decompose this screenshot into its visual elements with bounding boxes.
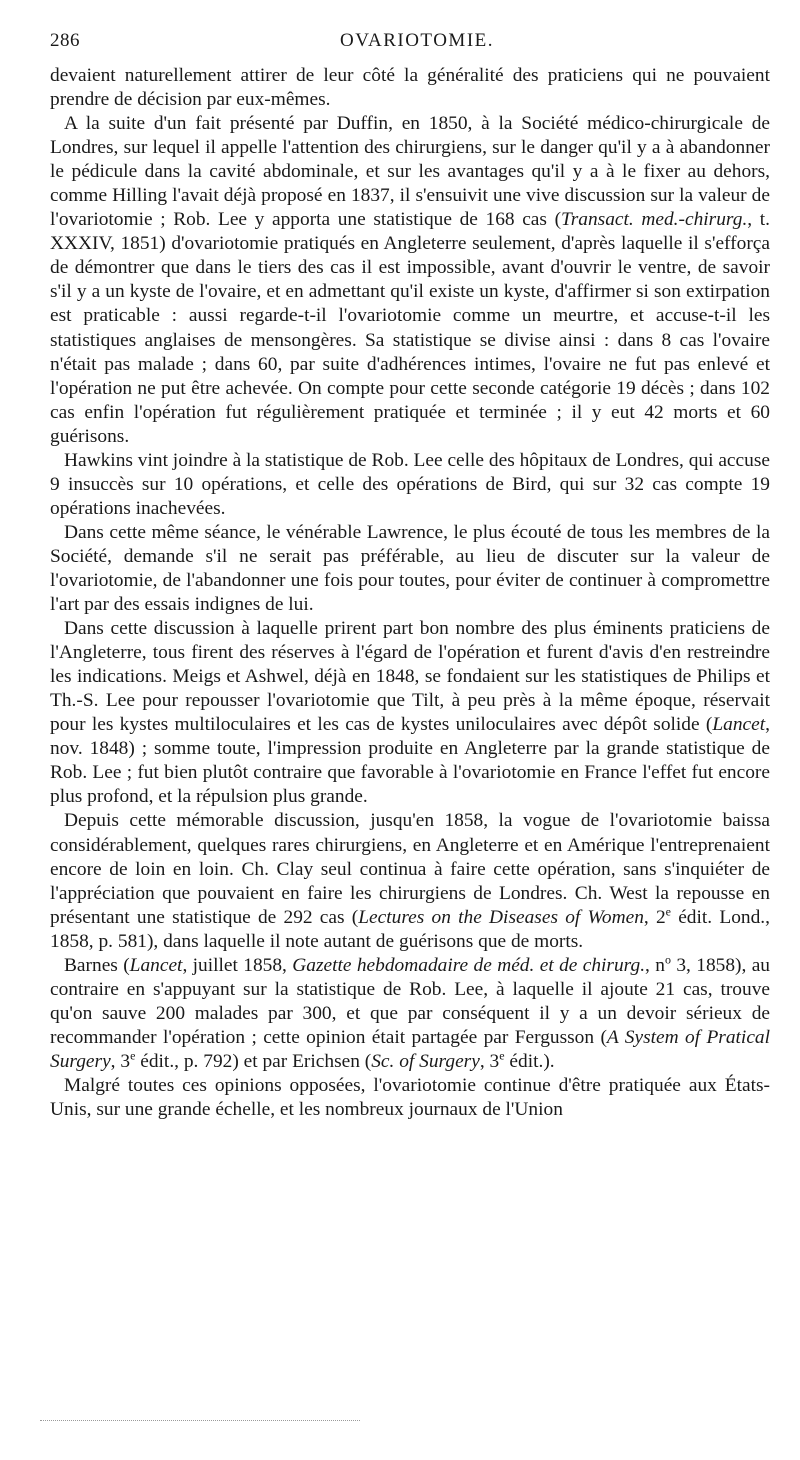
text-run: édit.).: [504, 1050, 555, 1072]
paragraph: [50, 521, 770, 617]
text-run: , juillet 1858,: [182, 954, 293, 976]
text-run: , n: [645, 954, 665, 976]
text-run: , 3: [110, 1050, 131, 1072]
italic-citation: Lectures on the Diseases of Women: [358, 906, 644, 928]
paragraph: [50, 1074, 770, 1122]
paragraph: [50, 64, 770, 112]
italic-citation: Lancet: [129, 954, 183, 976]
text-run: Depuis cette mémorable discussion, jusqu'en 1858, la vogue de l'ovariotomie baissa considérablement, quelques rares chirurgiens, en Angleterre et en Amérique l'entreprenaient encore de loin en loin. Ch. Clay seul continua à faire cette opération, sans s'inquiéter de l'appréciation que pouvaient en faire les chirurgiens de Londres. Ch. West la repousse en présentant une statistique de 292 cas (: [50, 810, 770, 928]
text-run: devaient naturellement attirer de leur côté la généralité des praticiens qui ne pouvaient prendre de décision par eux-mêmes.: [50, 65, 770, 111]
superscript: e: [130, 1048, 136, 1063]
text-run: 3, 1858), au contraire en s'appuyant sur la statistique de Rob. Lee, à laquelle il ajoute 21 cas, trouve qu'on sauve 200 malades par 300, et que par conséquent il y a un devoir sérieux de recommander l'opération ; cette opinion était partagée par Fergusson (: [50, 954, 770, 1048]
italic-citation: Gazette hebdomadaire de méd. et de chirurg.: [292, 954, 646, 976]
running-head: [50, 30, 765, 58]
paragraph: [50, 617, 770, 809]
paragraph: [50, 449, 770, 521]
text-run: Dans cette discussion à laquelle prirent part bon nombre des plus éminents praticiens de l'Angleterre, tous firent des réserves à l'égard de l'opération et furent d'avis d'en restreindre les indications. Meigs et Ashwel, déjà en 1848, se fondaient sur les statistiques de Philips et Th.-S. Lee pour repousser l'ovariotomie que Tilt, à peu près à la même époque, réservait pour les kystes multiloculaires et les cas de kystes uniloculaires avec dépôt solide (: [50, 618, 770, 736]
superscript: e: [665, 904, 671, 919]
superscript: o: [664, 952, 671, 967]
text-run: Barnes (: [64, 954, 130, 976]
text-run: Dans cette même séance, le vénérable Lawrence, le plus écouté de tous les membres de la Société, demande s'il ne serait pas préférable, au lieu de discuter sur la valeur de l'ovariotomie, de l'abandonner une fois pour toutes, pour éviter de continuer à compromettre l'art par des essais indignes de lui.: [50, 521, 770, 616]
text-run: , nov. 1848) ; somme toute, l'impression produite en Angleterre par la grande statistique de Rob. Lee ; fut bien plutôt contraire que favorable à l'ovariotomie en France l'effet fut encore plus profond, et la répulsion plus grande.: [50, 714, 770, 808]
running-title: OVARIOTOMIE.: [340, 30, 494, 51]
text-run: , 2: [643, 906, 666, 928]
text-run: Malgré toutes ces opinions opposées, l'ovariotomie continue d'être pratiquée aux États-Unis, sur une grande échelle, et les nombreux journaux de l'Union: [50, 1074, 770, 1121]
italic-citation: Transact. med.-chirurg.: [561, 209, 748, 231]
body-text: [50, 64, 770, 1122]
paragraph: [50, 112, 770, 449]
text-run: , 3: [479, 1050, 500, 1072]
footer-dotted-rule: [40, 1410, 360, 1421]
text-run: édit., p. 792) et par Erichsen (: [135, 1050, 372, 1072]
page-number: 286: [50, 30, 80, 51]
text-run: édit. Lond., 1858, p. 581), dans laquelle il note autant de guérisons que de morts.: [50, 906, 770, 952]
text-run: Hawkins vint joindre à la statistique de Rob. Lee celle des hôpitaux de Londres, qui accuse 9 insuccès sur 10 opérations, et celle des opérations de Bird, qui sur 32 cas compte 19 opérations inachevées.: [50, 449, 770, 519]
italic-citation: Sc. of Surgery: [371, 1050, 480, 1072]
text-run: , t. XXXIV, 1851) d'ovariotomie pratiqués en Angleterre seulement, d'après laquelle il s'efforça de démontrer que dans le tiers des cas il est impossible, avant d'ouvrir le ventre, de savoir s'il y a un kyste de l'ovaire, et en admettant qu'il existe un kyste, d'affirmer si son extirpation est praticable : aussi regarde-t-il l'ovariotomie comme un meurtre, et accuse-t-il les statistiques anglaises de mensongères. Sa statistique se divise ainsi : dans 8 cas l'ovaire n'était pas malade ; dans 60, par suite d'adhérences intimes, l'ovaire ne fut pas enlevé et l'opération ne put être achevée. On compte pour cette seconde catégorie 19 décès ; dans 102 cas enfin l'opération fut régulièrement pratiquée et terminée ; il y eut 42 morts et 60 guérisons.: [50, 209, 770, 447]
italic-citation: A System of Pratical Surgery: [50, 1026, 771, 1072]
paragraph: [50, 954, 770, 1074]
italic-citation: Lancet: [712, 714, 766, 736]
superscript: e: [499, 1048, 505, 1063]
text-run: A la suite d'un fait présenté par Duffin, en 1850, à la Société médico-chirurgicale de Londres, sur lequel il appelle l'attention des chirurgiens, sur le danger qu'il y a à abandonner le pédicule dans la cavité abdominale, et sur les avantages qu'il y a à le fixer au dehors, comme Hilling l'avait déjà proposé en 1837, il s'ensuivit une vive discussion sur la valeur de l'ovariotomie ; Rob. Lee y apporta une statistique de 168 cas (: [50, 113, 770, 231]
paragraph: [50, 809, 770, 953]
